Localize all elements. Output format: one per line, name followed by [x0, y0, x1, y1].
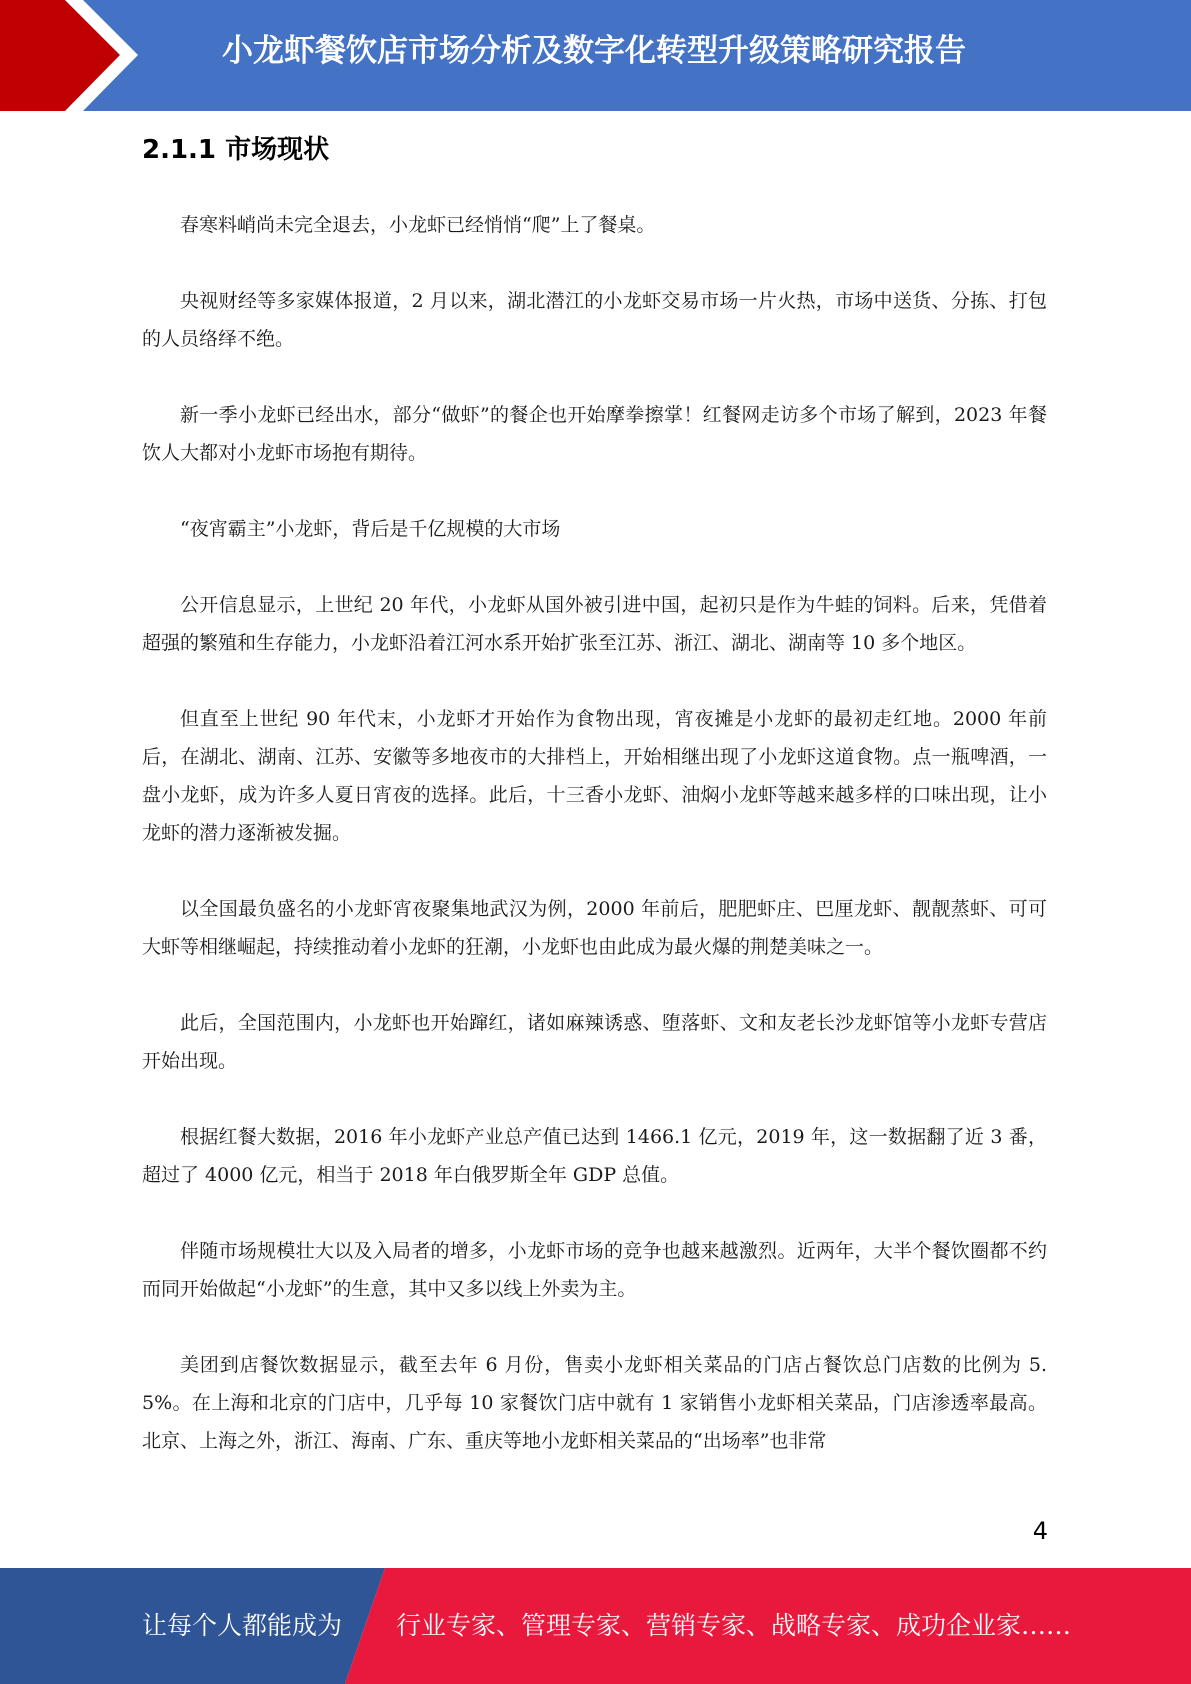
paragraph: 新一季小龙虾已经出水，部分“做虾”的餐企也开始摩拳擦掌！红餐网走访多个市场了解到，2023 年餐饮人大都对小龙虾市场抱有期待。 — [142, 404, 1047, 464]
body-text — [142, 206, 1047, 1498]
report-title: 小龙虾餐饮店市场分析及数字化转型升级策略研究报告 — [222, 33, 966, 69]
paragraph: “夜宵霸主”小龙虾，背后是千亿规模的大市场 — [180, 518, 561, 540]
paragraph: 央视财经等多家媒体报道，2 月以来，湖北潜江的小龙虾交易市场一片火热，市场中送货、分拣、打包的人员络绎不绝。 — [142, 290, 1047, 350]
paragraph: 此后，全国范围内，小龙虾也开始蹿红，诸如麻辣诱惑、堕落虾、文和友老长沙龙虾馆等小龙虾专营店开始出现。 — [142, 1012, 1047, 1072]
header-banner — [0, 0, 1191, 111]
section-heading: 2.1.1 市场现状 — [142, 135, 330, 165]
paragraph: 伴随市场规模壮大以及入局者的增多，小龙虾市场的竞争也越来越激烈。近两年，大半个餐饮圈都不约而同开始做起“小龙虾”的生意，其中又多以线上外卖为主。 — [142, 1240, 1047, 1300]
footer-slogan-left: 让每个人都能成为 — [142, 1611, 343, 1640]
paragraph: 公开信息显示，上世纪 20 年代，小龙虾从国外被引进中国，起初只是作为牛蛙的饲料。后来，凭借着超强的繁殖和生存能力，小龙虾沿着江河水系开始扩张至江苏、浙江、湖北、湖南等 10 多个地区。 — [142, 594, 1047, 654]
paragraph: 根据红餐大数据，2016 年小龙虾产业总产值已达到 1466.1 亿元，2019 年，这一数据翻了近 3 番，超过了 4000 亿元，相当于 2018 年白俄罗斯全年 GDP 总值。 — [142, 1126, 1047, 1186]
page-number: 4 — [1032, 1517, 1048, 1545]
footer-slogan-right: 行业专家、管理专家、营销专家、战略专家、成功企业家…… — [396, 1611, 1072, 1640]
paragraph: 美团到店餐饮数据显示，截至去年 6 月份，售卖小龙虾相关菜品的门店占餐饮总门店数的比例为 5.5%。在上海和北京的门店中，几乎每 10 家餐饮门店中就有 1 家销售小龙虾相关菜品，门店渗透率最高。北京、上海之外，浙江、海南、广东、重庆等地小龙虾相关菜品的“出场率”也非常 — [142, 1354, 1047, 1452]
paragraph: 但直至上世纪 90 年代末，小龙虾才开始作为食物出现，宵夜摊是小龙虾的最初走红地。2000 年前后，在湖北、湖南、江苏、安徽等多地夜市的大排档上，开始相继出现了小龙虾这道食物。点一瓶啤酒，一盘小龙虾，成为许多人夏日宵夜的选择。此后，十三香小龙虾、油焖小龙虾等越来越多样的口味出现，让小龙虾的潜力逐渐被发掘。 — [142, 708, 1047, 844]
footer-banner — [0, 1568, 1191, 1684]
paragraph: 以全国最负盛名的小龙虾宵夜聚集地武汉为例，2000 年前后，肥肥虾庄、巴厘龙虾、靓靓蒸虾、可可大虾等相继崛起，持续推动着小龙虾的狂潮，小龙虾也由此成为最火爆的荆楚美味之一。 — [142, 898, 1047, 958]
header-arrow-icon — [0, 0, 160, 111]
paragraph: 春寒料峭尚未完全退去，小龙虾已经悄悄“爬”上了餐桌。 — [180, 214, 656, 236]
